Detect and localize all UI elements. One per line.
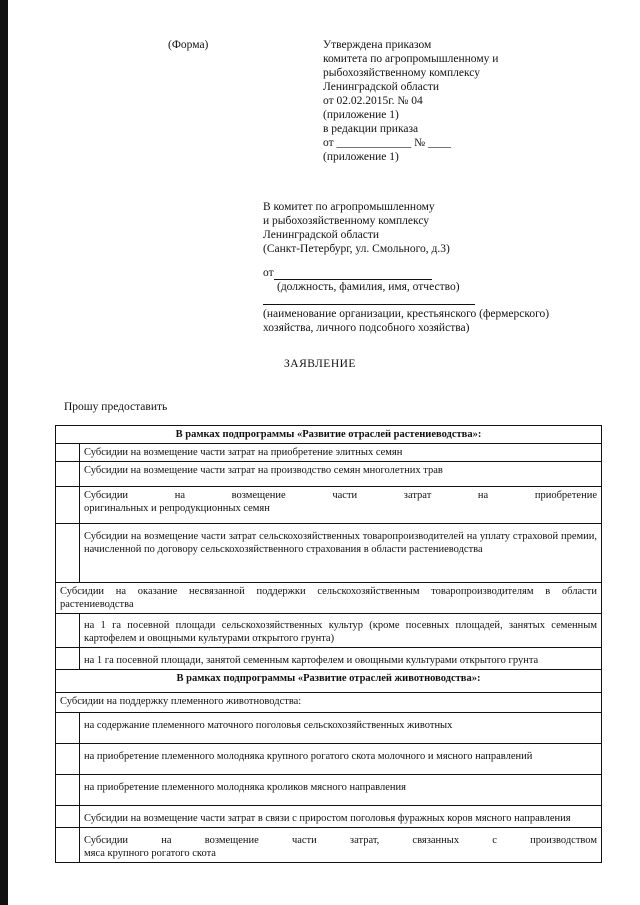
request-text: Прошу предоставить — [64, 401, 168, 413]
row-checkbox[interactable] — [56, 524, 80, 583]
row-text: на содержание племенного маточного поголовья сельскохозяйственных животных — [80, 713, 602, 744]
row-text: Субсидии на возмещение части затрат на производство семян многолетних трав — [80, 462, 602, 487]
table-row — [56, 487, 602, 524]
row-text: на 1 га посевной площади, занятой семенным картофелем и овощными культурами открытого грунта — [80, 648, 602, 670]
applicant-block — [263, 266, 583, 335]
row-text: на приобретение племенного молодняка крупного рогатого скота молочного и мясного направлений — [80, 744, 602, 775]
approval-line: (приложение 1) — [323, 109, 399, 121]
row-text: Субсидии на возмещение части затрат сельскохозяйственных товаропроизводителей на уплату страховой премии, начисленной по договору сельскохозяйственного страхования в области растениеводства — [80, 524, 602, 583]
approval-line: Утверждена приказом — [323, 39, 432, 51]
organization-caption — [263, 307, 583, 335]
applicant-name-caption: (должность, фамилия, имя, отчество) — [277, 281, 460, 293]
addressee-line: (Санкт-Петербург, ул. Смольного, д.3) — [263, 243, 450, 255]
approval-line: в редакции приказа — [323, 123, 419, 135]
approval-line: рыбохозяйственному комплексу — [323, 67, 480, 79]
applicant-name-line — [263, 266, 583, 280]
table-section-header-row — [56, 670, 602, 693]
table-row — [56, 744, 602, 775]
crop-section-header: В рамках подпрограммы «Развитие отраслей растениеводства»: — [56, 426, 602, 444]
table-row — [56, 648, 602, 670]
document-title: ЗАЯВЛЕНИЕ — [284, 358, 356, 370]
row-text: Субсидии на возмещение части затрат на приобретение элитных семян — [80, 444, 602, 462]
table-row — [56, 775, 602, 806]
table-row — [56, 462, 602, 487]
addressee-block — [263, 200, 563, 256]
approval-line: от _____________ № ____ — [323, 137, 451, 149]
approval-block — [323, 38, 583, 164]
row-checkbox[interactable] — [56, 828, 80, 863]
approval-line: комитета по агропромышленному и — [323, 53, 499, 65]
table-row — [56, 806, 602, 828]
addressee-line: Ленинградской области — [263, 229, 380, 241]
form-label: (Форма) — [168, 39, 209, 51]
row-text: на приобретение племенного молодняка кроликов мясного направления — [80, 775, 602, 806]
row-checkbox[interactable] — [56, 648, 80, 670]
row-text-line: оригинальных и репродукционных семян — [84, 503, 270, 514]
row-text: Субсидии на возмещение части затрат в связи с приростом поголовья фуражных коров мясного направления — [80, 806, 602, 828]
organization-caption-line: (наименование организации, крестьянского (фермерского) — [263, 308, 550, 320]
row-checkbox[interactable] — [56, 614, 80, 648]
row-text-line: мяса крупного рогатого скота — [84, 848, 216, 859]
livestock-section-header: В рамках подпрограммы «Развитие отраслей животноводства»: — [56, 670, 602, 693]
table-row — [56, 713, 602, 744]
row-text — [80, 828, 602, 863]
row-checkbox[interactable] — [56, 487, 80, 524]
row-text: на 1 га посевной площади сельскохозяйственных культур (кроме посевных площадей, занятых семенным картофелем и овощными культурами открытого грунта) — [80, 614, 602, 648]
table-section-header-row — [56, 426, 602, 444]
table-row — [56, 524, 602, 583]
addressee-line: и рыбохозяйственному комплексу — [263, 215, 430, 227]
row-checkbox[interactable] — [56, 713, 80, 744]
row-checkbox[interactable] — [56, 806, 80, 828]
row-text-line: Субсидии на возмещение части затрат, связанных с производством — [84, 835, 597, 846]
row-checkbox[interactable] — [56, 775, 80, 806]
approval-line: от 02.02.2015г. № 04 — [323, 95, 423, 107]
from-prefix: от — [263, 267, 274, 279]
table-row — [56, 444, 602, 462]
page-edge-bar — [0, 0, 8, 905]
approval-line: (приложение 1) — [323, 151, 399, 163]
row-checkbox[interactable] — [56, 462, 80, 487]
addressee-line: В комитет по агропромышленному — [263, 201, 435, 213]
organization-name-field[interactable] — [263, 304, 475, 305]
table-row — [56, 828, 602, 863]
applicant-name-field[interactable] — [274, 268, 432, 280]
table-row — [56, 614, 602, 648]
row-checkbox[interactable] — [56, 744, 80, 775]
subsidy-table — [55, 425, 602, 863]
row-text-line: Субсидии на возмещение части затрат на приобретение — [84, 490, 597, 501]
group-text: Субсидии на поддержку племенного животноводства: — [56, 693, 602, 713]
group-text: Субсидии на оказание несвязанной поддержки сельскохозяйственным товаропроизводителям в области растениеводства — [56, 583, 602, 614]
organization-caption-line: хозяйства, личного подсобного хозяйства) — [263, 322, 470, 334]
table-group-row — [56, 583, 602, 614]
row-checkbox[interactable] — [56, 444, 80, 462]
table-group-row — [56, 693, 602, 713]
row-text — [80, 487, 602, 524]
approval-line: Ленинградской области — [323, 81, 440, 93]
